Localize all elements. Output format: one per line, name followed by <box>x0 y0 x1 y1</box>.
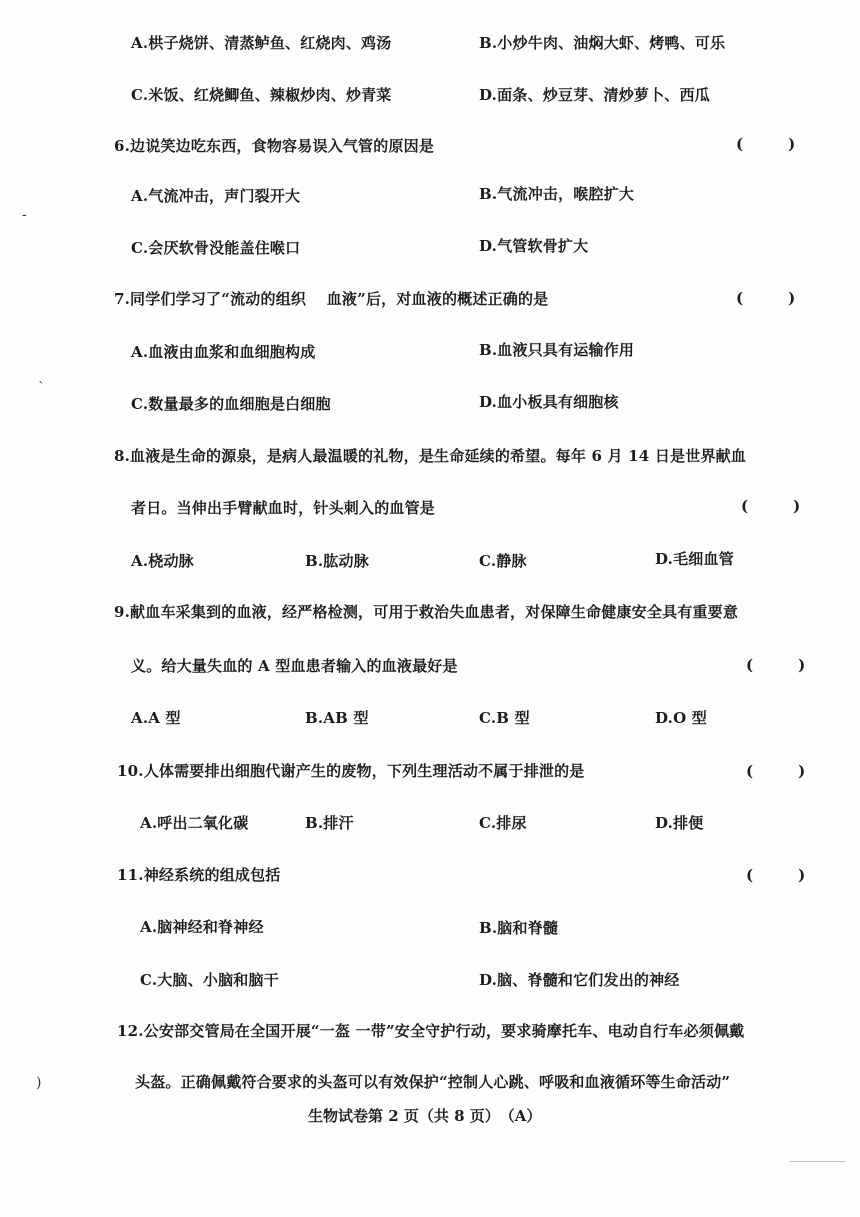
question-line: D.面条、炒豆芽、清炒萝卜、西瓜 <box>479 86 710 104</box>
question-line: B.小炒牛肉、油焖大虾、烤鸭、可乐 <box>479 34 726 52</box>
question-line: A.血液由血浆和血细胞构成 <box>131 343 316 361</box>
question-line: C.排尿 <box>479 814 527 832</box>
answer-bracket: ( ) <box>736 289 796 307</box>
answer-bracket: ( ) <box>736 135 796 153</box>
question-line: A.气流冲击，声门裂开大 <box>131 187 301 205</box>
question-line: D.毛细血管 <box>655 550 734 568</box>
question-line: B.脑和脊髓 <box>479 919 559 937</box>
question-line: C.大脑、小脑和脑干 <box>140 971 279 989</box>
question-line: 7.同学们学习了“流动的组织 血液”后，对血液的概述正确的是 <box>114 290 549 308</box>
question-line: B.血液只具有运输作用 <box>479 341 635 359</box>
question-line: 10.人体需要排出细胞代谢产生的废物，下列生理活动不属于排泄的是 <box>117 762 585 780</box>
margin-mark: ) <box>36 1075 42 1091</box>
margin-mark: ` <box>38 380 45 396</box>
question-line: 头盔。正确佩戴符合要求的头盔可以有效保护“控制人心跳、呼吸和血液循环等生命活动” <box>135 1073 731 1091</box>
answer-bracket: ( ) <box>746 656 806 674</box>
question-line: D.血小板具有细胞核 <box>479 393 619 411</box>
question-line: D.气管软骨扩大 <box>479 237 589 255</box>
question-line: A.栱子烧饼、清蒸鲈鱼、红烧肉、鸡汤 <box>131 34 392 52</box>
question-line: 11.神经系统的组成包括 <box>117 866 281 884</box>
question-line: 9.献血车采集到的血液，经严格检测，可用于救治失血患者，对保障生命健康安全具有重要意 <box>114 603 739 621</box>
question-line: A.A 型 <box>131 709 181 727</box>
question-line: 义。给大量失血的 A 型血患者输入的血液最好是 <box>131 657 458 675</box>
question-line: C.会厌软骨没能盖住喉口 <box>131 239 301 257</box>
page-footer: 生物试卷第 2 页（共 8 页） （A） <box>308 1107 542 1125</box>
question-line: C.米饭、红烧鲫鱼、辣椒炒肉、炒青菜 <box>131 86 392 104</box>
margin-mark: - <box>22 207 27 223</box>
question-line: B.肱动脉 <box>305 552 369 570</box>
question-line: D.脑、脊髓和它们发出的神经 <box>479 971 680 989</box>
question-line: 8.血液是生命的源泉，是病人最温暖的礼物，是生命延续的希望。每年 6 月 14 日是世界献血 <box>114 447 747 465</box>
question-line: B.气流冲击，喉腔扩大 <box>479 185 635 203</box>
answer-bracket: ( ) <box>746 762 806 780</box>
answer-bracket: ( ) <box>746 866 806 884</box>
question-line: B.排汗 <box>305 814 354 832</box>
question-line: C.B 型 <box>479 709 530 727</box>
question-line: B.AB 型 <box>305 709 369 727</box>
answer-bracket: ( ) <box>741 497 801 515</box>
question-line: C.静脉 <box>479 552 527 570</box>
question-line: A.呼出二氧化碳 <box>140 814 249 832</box>
question-line: D.排便 <box>655 814 704 832</box>
question-line: A.脑神经和脊神经 <box>140 918 264 936</box>
question-line: 者日。当伸出手臂献血时，针头刺入的血管是 <box>131 499 436 517</box>
question-line: 12.公安部交管局在全国开展“一盔 一带”安全守护行动，要求骑摩托车、电动自行车必须佩戴 <box>117 1022 745 1040</box>
question-line: 6.边说笑边吃东西，食物容易误入气管的原因是 <box>114 137 435 155</box>
question-line: C.数量最多的血细胞是白细胞 <box>131 395 331 413</box>
question-line: A.桡动脉 <box>131 552 194 570</box>
edge-scribble <box>790 1161 845 1168</box>
question-line: D.O 型 <box>655 709 707 727</box>
